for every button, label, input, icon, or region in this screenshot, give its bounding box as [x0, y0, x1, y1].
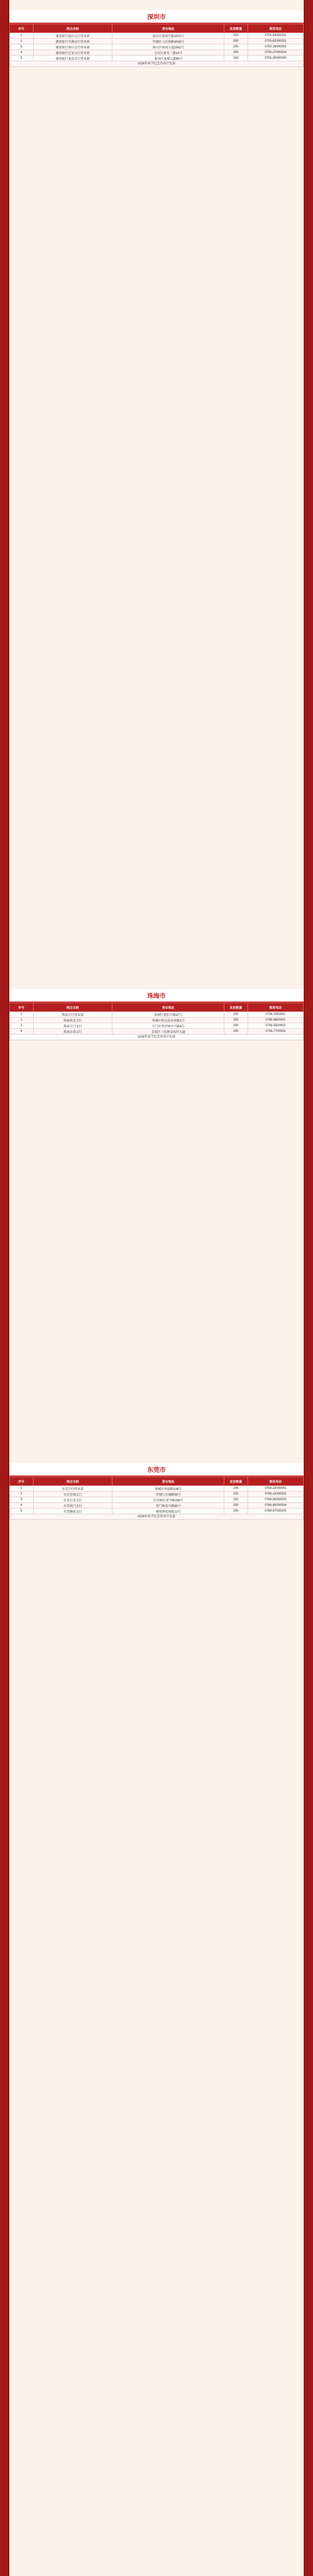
- cell-count: 200: [224, 1503, 248, 1509]
- header-address: 营业地址: [112, 1477, 224, 1486]
- cell-phone: 0756-7700004: [248, 1029, 303, 1035]
- table-row: [10, 1035, 304, 1040]
- cell-name: 东莞虎门支行: [33, 1503, 112, 1509]
- cell-address: 长安镇长安中路268号: [112, 1497, 224, 1503]
- cell-no: 1: [10, 33, 34, 39]
- header-no: 序号: [10, 24, 34, 33]
- cell-no: 1: [10, 1486, 34, 1492]
- cell-address: 南城区鸿福路106号: [112, 1486, 224, 1492]
- cell-name: 东莞长安支行: [33, 1497, 112, 1503]
- table-row: [10, 1509, 304, 1514]
- cell-count: 200: [224, 33, 248, 39]
- table-row: [10, 1023, 304, 1029]
- cell-phone: 0755-27000004: [248, 50, 303, 56]
- cell-address: 南山区南海大道2062号: [112, 44, 224, 50]
- cell-name: 建设银行南山支行营业部: [33, 44, 112, 50]
- cell-phone: 0769-85000003: [248, 1497, 303, 1503]
- cell-no: 4: [10, 1029, 34, 1035]
- outlet-table: [9, 1003, 304, 1040]
- cell-phone: 0756-8800002: [248, 1018, 303, 1023]
- cell-phone: 0769-22000002: [248, 1492, 303, 1497]
- cell-count: 200: [224, 1486, 248, 1492]
- cell-no: 1: [10, 1012, 34, 1018]
- cell-phone: 0769-85000004: [248, 1503, 303, 1509]
- outlet-table: [9, 24, 304, 67]
- cell-name: 东莞塘厦支行: [33, 1509, 112, 1514]
- header-name: 网点名称: [33, 24, 112, 33]
- cell-phone: 0755-28000005: [248, 56, 303, 61]
- cell-address: 金湾区三灶镇金海岸大道: [112, 1029, 224, 1035]
- table-header-row: [10, 1477, 304, 1486]
- header-count: 发放数量: [224, 24, 248, 33]
- cell-address: 塘厦镇花园街12号: [112, 1509, 224, 1514]
- table-row: [10, 1029, 304, 1035]
- table-row: [10, 1497, 304, 1503]
- cell-count: 200: [224, 1509, 248, 1514]
- header-phone: 联系电话: [248, 1003, 303, 1012]
- cell-address: 斗门区井岸镇中兴路8号: [112, 1023, 224, 1029]
- cell-no: 4: [10, 1503, 34, 1509]
- cell-no: 4: [10, 50, 34, 56]
- cell-name: 建设银行龙岗支行营业部: [33, 56, 112, 61]
- section-title: 东莞市: [9, 1463, 304, 1477]
- cell-address: 莞城区东城路58号: [112, 1492, 224, 1497]
- cell-name: 东莞莞城支行: [33, 1492, 112, 1497]
- table-row: [10, 39, 304, 44]
- table-row: [10, 1514, 304, 1520]
- table-row: [10, 1018, 304, 1023]
- cell-count: 200: [224, 50, 248, 56]
- section-title: 深圳市: [9, 10, 304, 24]
- cell-phone: 0756-5500003: [248, 1023, 303, 1029]
- cell-count: 200: [224, 1492, 248, 1497]
- cell-phone: 0756-2000001: [248, 1012, 303, 1018]
- cell-name: 珠海拱北支行: [33, 1018, 112, 1023]
- cell-address: 福田区深南中路2003号: [112, 33, 224, 39]
- cell-address: 宝安区新安二路14号: [112, 50, 224, 56]
- table-row: [10, 1492, 304, 1497]
- table-row: [10, 33, 304, 39]
- cell-name: 建设银行福田支行营业部: [33, 33, 112, 39]
- table-row: [10, 56, 304, 61]
- cell-count: 200: [224, 1018, 248, 1023]
- cell-no: 3: [10, 1023, 34, 1029]
- header-count: 发放数量: [224, 1477, 248, 1486]
- section-1: [9, 10, 304, 67]
- cell-no: 2: [10, 1492, 34, 1497]
- table-row: [10, 1012, 304, 1018]
- table-row: [10, 50, 304, 56]
- header-no: 序号: [10, 1003, 34, 1012]
- cell-address: 虎门镇连升路88号: [112, 1503, 224, 1509]
- header-name: 网点名称: [33, 1003, 112, 1012]
- cell-no: 5: [10, 1509, 34, 1514]
- cell-address: 香洲区拱北迎宾南路1号: [112, 1018, 224, 1023]
- table-header-row: [10, 24, 304, 33]
- cell-count: 200: [224, 56, 248, 61]
- header-count: 发放数量: [224, 1003, 248, 1012]
- merged-count-note: 2026年春节纪念币共计发放: [10, 61, 304, 67]
- cell-name: 珠海分行营业部: [33, 1012, 112, 1018]
- cell-name: 东莞分行营业部: [33, 1486, 112, 1492]
- cell-phone: 0755-26000003: [248, 44, 303, 50]
- section-title: 珠海市: [9, 989, 304, 1003]
- cell-no: 5: [10, 56, 34, 61]
- cell-count: 200: [224, 44, 248, 50]
- table-row: [10, 1486, 304, 1492]
- header-phone: 联系电话: [248, 1477, 303, 1486]
- merged-count-note: 2026年春节纪念币共计发放: [10, 1035, 304, 1040]
- header-name: 网点名称: [33, 1477, 112, 1486]
- cell-name: 珠海斗门支行: [33, 1023, 112, 1029]
- cell-no: 2: [10, 1018, 34, 1023]
- header-address: 营业地址: [112, 1003, 224, 1012]
- cell-address: 香洲区情侣中路47号: [112, 1012, 224, 1018]
- cell-count: 200: [224, 39, 248, 44]
- cell-count: 200: [224, 1497, 248, 1503]
- cell-phone: 0755-83000001: [248, 33, 303, 39]
- cell-no: 2: [10, 39, 34, 44]
- section-3: [9, 1463, 304, 1520]
- cell-address: 罗湖区人民南路3008号: [112, 39, 224, 44]
- cell-count: 200: [224, 1012, 248, 1018]
- cell-count: 200: [224, 1023, 248, 1029]
- cell-phone: 0755-82000002: [248, 39, 303, 44]
- cell-count: 200: [224, 1029, 248, 1035]
- table-header-row: [10, 1003, 304, 1012]
- cell-address: 龙岗区龙城大道99号: [112, 56, 224, 61]
- cell-name: 建设银行宝安支行营业部: [33, 50, 112, 56]
- cell-name: 建设银行罗湖支行营业部: [33, 39, 112, 44]
- content-frame: [8, 0, 305, 2576]
- cell-no: 3: [10, 44, 34, 50]
- header-phone: 联系电话: [248, 24, 303, 33]
- cell-phone: 0769-87000005: [248, 1509, 303, 1514]
- cell-name: 珠海金湾支行: [33, 1029, 112, 1035]
- table-row: [10, 61, 304, 67]
- header-address: 营业地址: [112, 24, 224, 33]
- cell-no: 3: [10, 1497, 34, 1503]
- merged-count-note: 2026年春节纪念币共计发放: [10, 1514, 304, 1520]
- table-row: [10, 44, 304, 50]
- table-row: [10, 1503, 304, 1509]
- outlet-table: [9, 1477, 304, 1520]
- header-no: 序号: [10, 1477, 34, 1486]
- cell-phone: 0769-22000001: [248, 1486, 303, 1492]
- section-2: [9, 989, 304, 1040]
